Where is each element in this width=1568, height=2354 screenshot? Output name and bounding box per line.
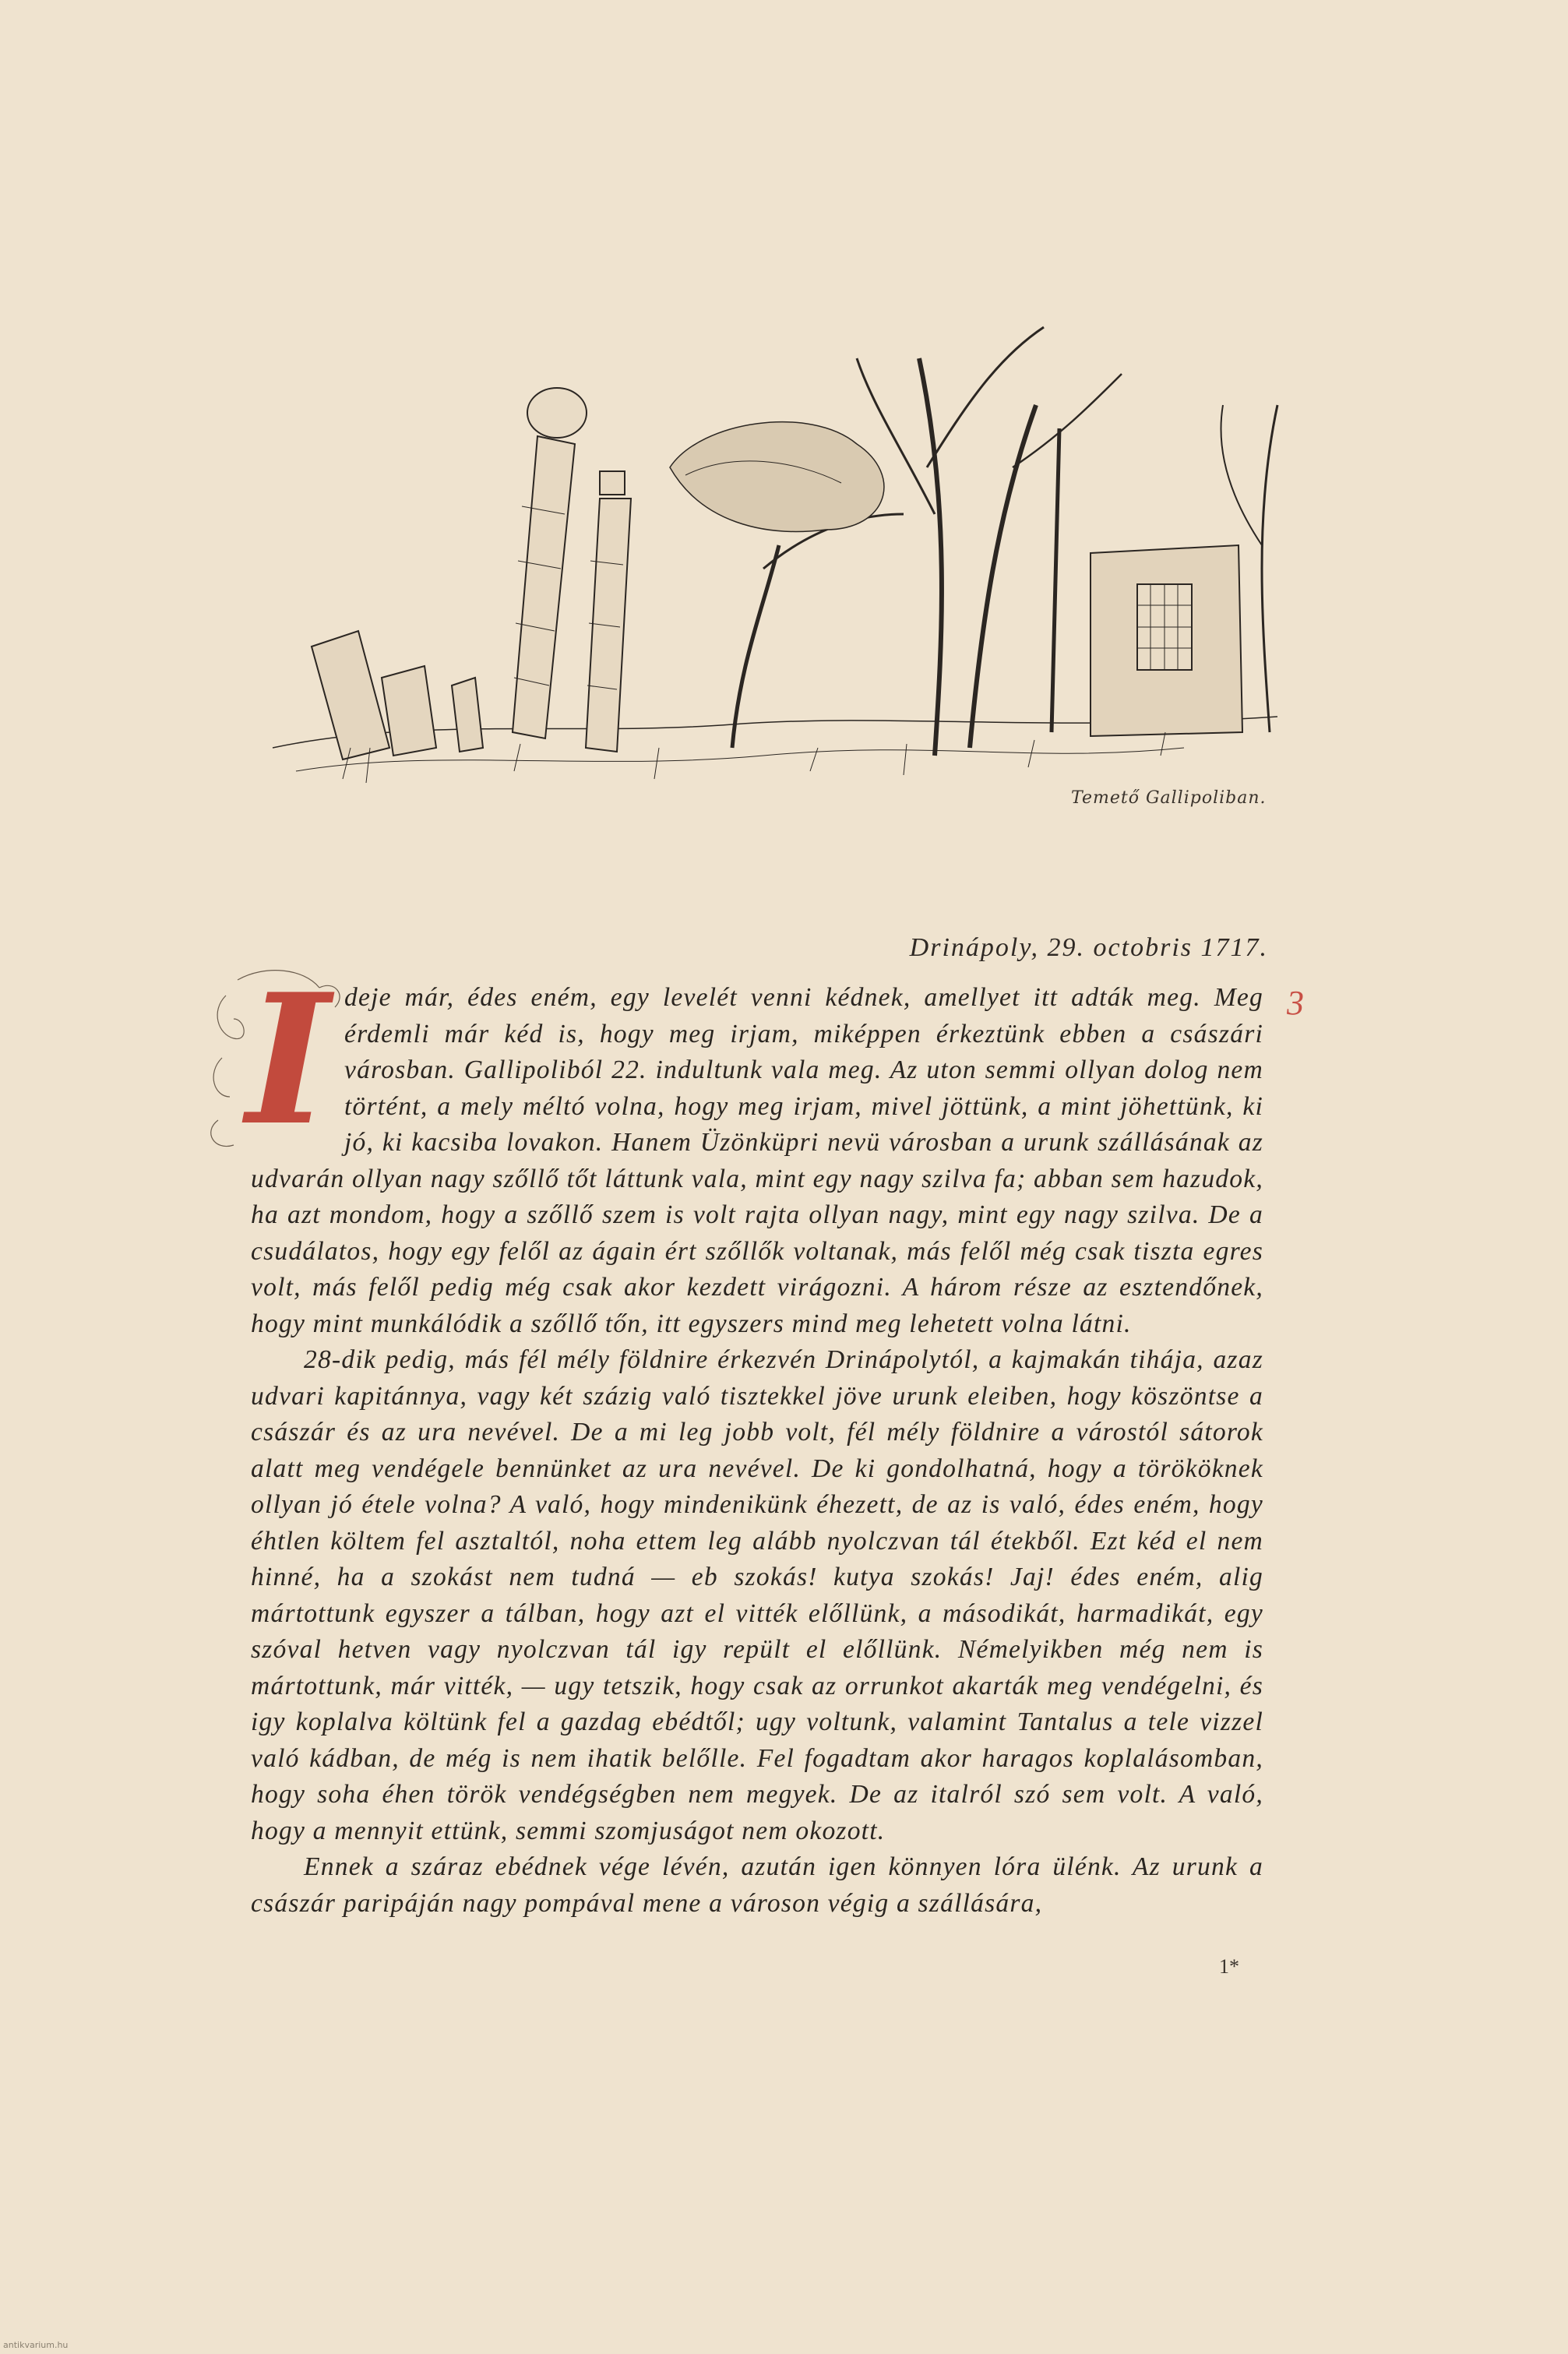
paragraph-2: 28-dik pedig, más fél mély földnire érkezvén Drinápolytól, a kajmakán tihája, azaz udvari kapitánnya, vagy két százig való tisztekkel jöve urunk eleiben, hogy köszöntse a császár és az ura nevével. De a mi leg jobb volt, fél mély földnire a várostól sátorok alatt meg vendégele bennünket az ura nevével. De ki gondolhatná, hogy a törököknek ollyan jó étele volna? A való, hogy mindenikünk éhezett, de az is való, édes eném, hogy éhtlen költem fel asztaltól, noha ettem leg alább nyolczvan tál étekből. Ezt kéd el nem hinné, ha a szokást nem tudná — eb szokás! kutya szokás! Jaj! édes eném, alig mártottunk egyszer a tálban, hogy azt el vitték előllünk, a másodikát, harmadikát, egy szóval hetven vagy nyolczvan tál igy repült el előllünk. Némelyikben még nem is mártottunk, már vitték, — ugy tetszik, hogy csak az orrunkot akarták meg vendégelni, és igy koplalva költünk fel a gazdag ebédtől; ugy voltunk, valamint Tantalus a tele vizzel való kádban, de még is nem ihatik belőlle. Fel fogadtam akor haragos koplalásomban, hogy soha éhen török vendégségben nem megyek. De az italról szó sem volt. A való, hogy a mennyit ettünk, semmi szomjuságot nem okozott. [251,1345,1263,1845]
dropcap-letter: I [246,955,331,1165]
cemetery-illustration [265,312,1293,818]
paragraph-1: deje már, édes eném, egy levelét venni kédnek, amellyet itt adták meg. Meg érdemli már kéd is, hogy meg irjam, miképpen érkeztünk ebben a császári városban. Gallipoliból 22. indultunk vala meg. Az uton semmi ollyan dolog nem történt, a mely méltó volna, hogy meg irjam, mivel jöttünk, a mint jöhettünk, ki jó, ki kacsiba lovakon. Hanem Üzönküpri nevü városban a urunk szállásának az udvarán ollyan nagy szőllő tőt láttunk vala, mint egy nagy szilva fa; abban sem hazudok, ha azt mondom, hogy a szőllő szem is volt rajta ollyan nagy, mint egy nagy szilva. De a csudálatos, hogy egy felől az ágain ért szőllők voltanak, más felől még csak tiszta egres volt, más felől pedig még csak akor kezdett virágozni. A három része az esztendőnek, hogy mint munkálódik a szőllő tőn, itt egyszers mind meg lehetett volna látni. [251,983,1263,1338]
decorated-initial [234,955,333,1165]
letter-dateline: Drinápoly, 29. octobris 1717. [909,933,1268,962]
letter-body [246,955,1263,1922]
illustration-caption: Temető Gallipoliban. [1071,788,1267,808]
paragraph-3: Ennek a száraz ebédnek vége lévén, azután igen könnyen lóra ülénk. Az urunk a császár paripáján nagy pompával mene a városon végig a szállására, [251,1852,1263,1918]
cemetery-drawing [265,312,1293,818]
page-number: 3 [1287,984,1304,1022]
watermark: antikvarium.hu [3,2340,69,2350]
signature-mark: 1* [1219,1955,1239,1978]
